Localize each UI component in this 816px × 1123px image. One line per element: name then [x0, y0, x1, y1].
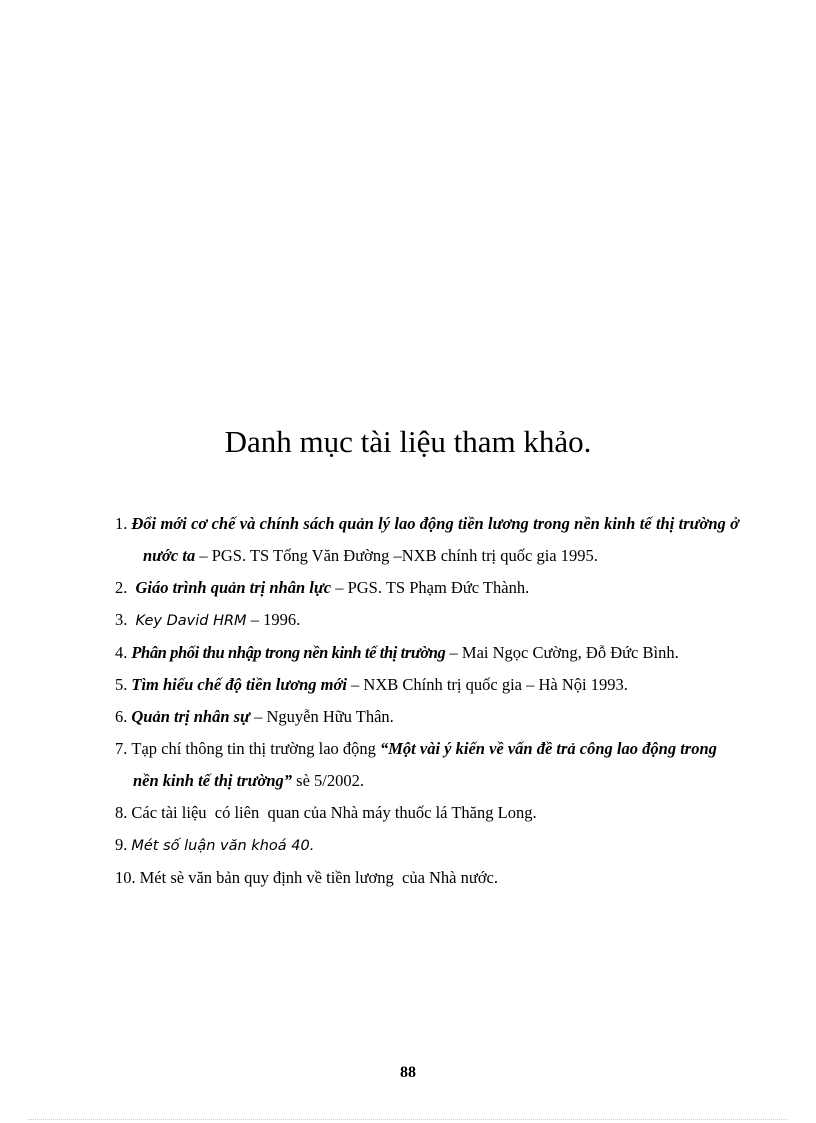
reference-item-9 — [115, 829, 739, 862]
reference-title: Key David HRM — [135, 613, 247, 629]
reference-item-2 — [115, 572, 739, 604]
reference-title: Đổi mới cơ chế và chính sách quản lý lao động tiền lương trong nền kinh tế thị trường ở nước ta — [131, 514, 739, 565]
reference-title: Tìm hiểu chế độ tiền lương mới — [131, 675, 347, 694]
reference-details: – Mai Ngọc Cường, Đỗ Đức Bình. — [445, 643, 679, 662]
page-title: Danh mục tài liệu tham khảo. — [224, 424, 592, 459]
reference-number: 6. — [115, 707, 128, 726]
reference-text: Mét sè văn bản quy định về tiền lương của Nhà nước. — [139, 868, 499, 887]
reference-item-6 — [115, 701, 739, 733]
reference-title: “Một vài ý kiến về vấn đề trả công lao động trong nền kinh tế thị trường” — [133, 739, 717, 790]
reference-list — [115, 508, 739, 894]
reference-number: 8. — [115, 803, 128, 822]
reference-text: Các tài liệu có liên quan của Nhà máy thuốc lá Thăng Long. — [131, 803, 537, 822]
reference-item-5 — [115, 669, 739, 701]
reference-item-10 — [115, 862, 739, 894]
reference-title: Phân phối thu nhập trong nền kinh tế thị trường — [131, 643, 446, 662]
reference-item-8 — [115, 797, 739, 829]
reference-details: – PGS. TS Phạm Đức Thành. — [331, 578, 530, 597]
page-number: 88 — [400, 1064, 416, 1081]
reference-number: 10. — [115, 868, 136, 887]
reference-details: sè 5/2002. — [292, 771, 365, 790]
reference-number: 7. — [115, 739, 128, 758]
reference-details: – 1996. — [246, 610, 301, 629]
reference-title: Quản trị nhân sự — [131, 707, 250, 726]
reference-title: Giáo trình quản trị nhân lực — [135, 578, 332, 597]
reference-item-1 — [115, 508, 739, 572]
reference-number: 1. — [115, 514, 128, 533]
reference-number: 3. — [115, 610, 128, 629]
reference-item-7 — [115, 733, 739, 797]
reference-number: 9. — [115, 835, 128, 854]
reference-item-4 — [115, 637, 739, 669]
reference-number: 2. — [115, 578, 128, 597]
reference-number: 5. — [115, 675, 128, 694]
footer-divider — [28, 1119, 788, 1120]
reference-details: – PGS. TS Tống Văn Đường –NXB chính trị quốc gia 1995. — [195, 546, 598, 565]
reference-number: 4. — [115, 643, 128, 662]
reference-details: – NXB Chính trị quốc gia – Hà Nội 1993. — [346, 675, 628, 694]
reference-details: – Nguyễn Hữu Thân. — [249, 707, 394, 726]
reference-lead: Tạp chí thông tin thị trường lao động — [131, 739, 381, 758]
reference-item-3 — [115, 604, 739, 637]
reference-title: Mét số luận văn khoá 40. — [131, 838, 315, 854]
